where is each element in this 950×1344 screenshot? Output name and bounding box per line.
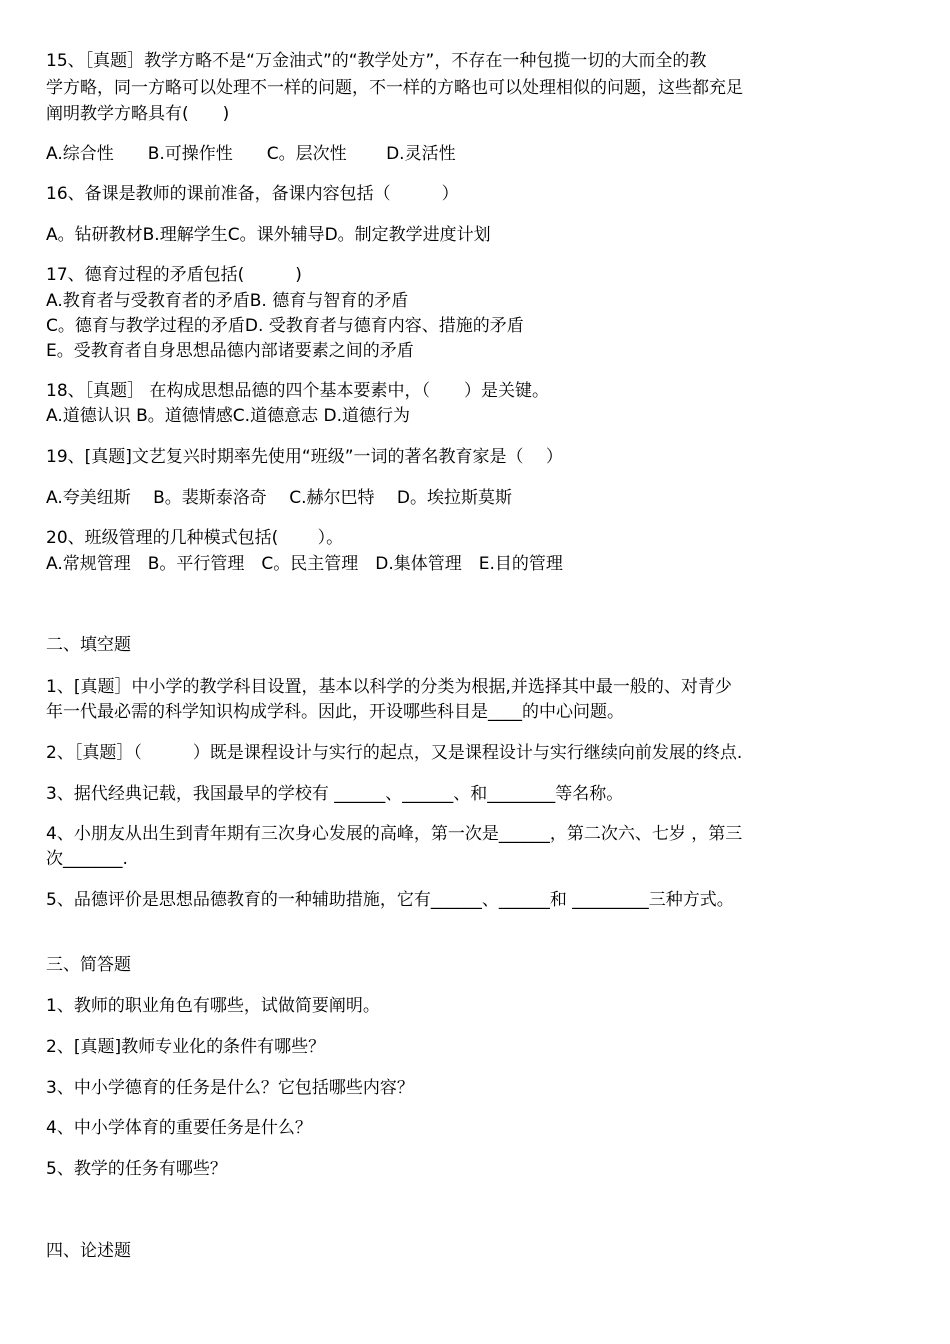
fill-q5: 5、品德评价是思想品德教育的一种辅助措施，它有______、______和 _________三种方式。 (46, 890, 734, 910)
q19-stem: 19、[真题]文艺复兴时期率先使用“班级”一词的著名教育家是（ ） (46, 447, 563, 467)
fill-q4-line-2: 次_______. (46, 849, 128, 869)
fill-q4-line-1: 4、小朋友从出生到青年期有三次身心发展的高峰，第一次是______，第二次六、七岁 ，第三 (46, 824, 743, 844)
fill-q2: 2、［真题］（ ）既是课程设计与实行的起点，又是课程设计与实行继续向前发展的终点. (46, 743, 743, 763)
q15-line-3: 阐明教学方略具有( ) (46, 104, 230, 124)
q19-options: A.夸美纽斯 B。裴斯泰洛奇 C.赫尔巴特 D。埃拉斯莫斯 (46, 488, 512, 508)
q15-line-1: 15、［真题］教学方略不是“万金油式”的“教学处方”，不存在一种包揽一切的大而全的教 (46, 51, 707, 71)
short-q4: 4、中小学体育的重要任务是什么？ (46, 1118, 312, 1138)
short-q3: 3、中小学德育的任务是什么？它包括哪些内容？ (46, 1078, 414, 1098)
fill-heading: 二、填空题 (46, 635, 131, 655)
q17-option-e: E。受教育者自身思想品德内部诸要素之间的矛盾 (46, 341, 414, 361)
q16-stem: 16、备课是教师的课前准备，备课内容包括（ ） (46, 184, 459, 204)
short-q5: 5、教学的任务有哪些？ (46, 1159, 227, 1179)
q16-options: A。钻研教材B.理解学生C。课外辅导D。制定教学进度计划 (46, 225, 491, 245)
q15-options: A.综合性 B.可操作性 C。层次性 D.灵活性 (46, 144, 456, 164)
q18-stem: 18、［真题］ 在构成思想品德的四个基本要素中，（ ）是关键。 (46, 381, 550, 401)
q17-stem: 17、德育过程的矛盾包括( ) (46, 265, 302, 285)
q17-option-c-d: C。德育与教学过程的矛盾D. 受教育者与德育内容、措施的矛盾 (46, 316, 524, 336)
q15-line-2: 学方略，同一方略可以处理不一样的问题，不一样的方略也可以处理相似的问题，这些都充足 (46, 78, 743, 98)
essay-heading: 四、论述题 (46, 1241, 131, 1261)
q20-options: A.常规管理 B。平行管理 C。民主管理 D.集体管理 E.目的管理 (46, 554, 563, 574)
short-heading: 三、简答题 (46, 955, 131, 975)
short-q1: 1、教师的职业角色有哪些，试做简要阐明。 (46, 996, 380, 1016)
q20-stem: 20、班级管理的几种模式包括( ）。 (46, 528, 344, 548)
q18-options: A.道德认识 B。道德情感C.道德意志 D.道德行为 (46, 406, 410, 426)
fill-q1-line-1: 1、[真题］中小学的教学科目设置，基本以科学的分类为根据,并选择其中最一般的、对青少 (46, 677, 732, 697)
short-q2: 2、[真题]教师专业化的条件有哪些？ (46, 1037, 326, 1057)
q17-option-a-b: A.教育者与受教育者的矛盾B. 德育与智育的矛盾 (46, 291, 409, 311)
fill-q1-line-2: 年一代最必需的科学知识构成学科。因此，开设哪些科目是____的中心问题。 (46, 702, 624, 722)
fill-q3: 3、据代经典记载，我国最早的学校有 ______、______、和________等名称。 (46, 784, 624, 804)
